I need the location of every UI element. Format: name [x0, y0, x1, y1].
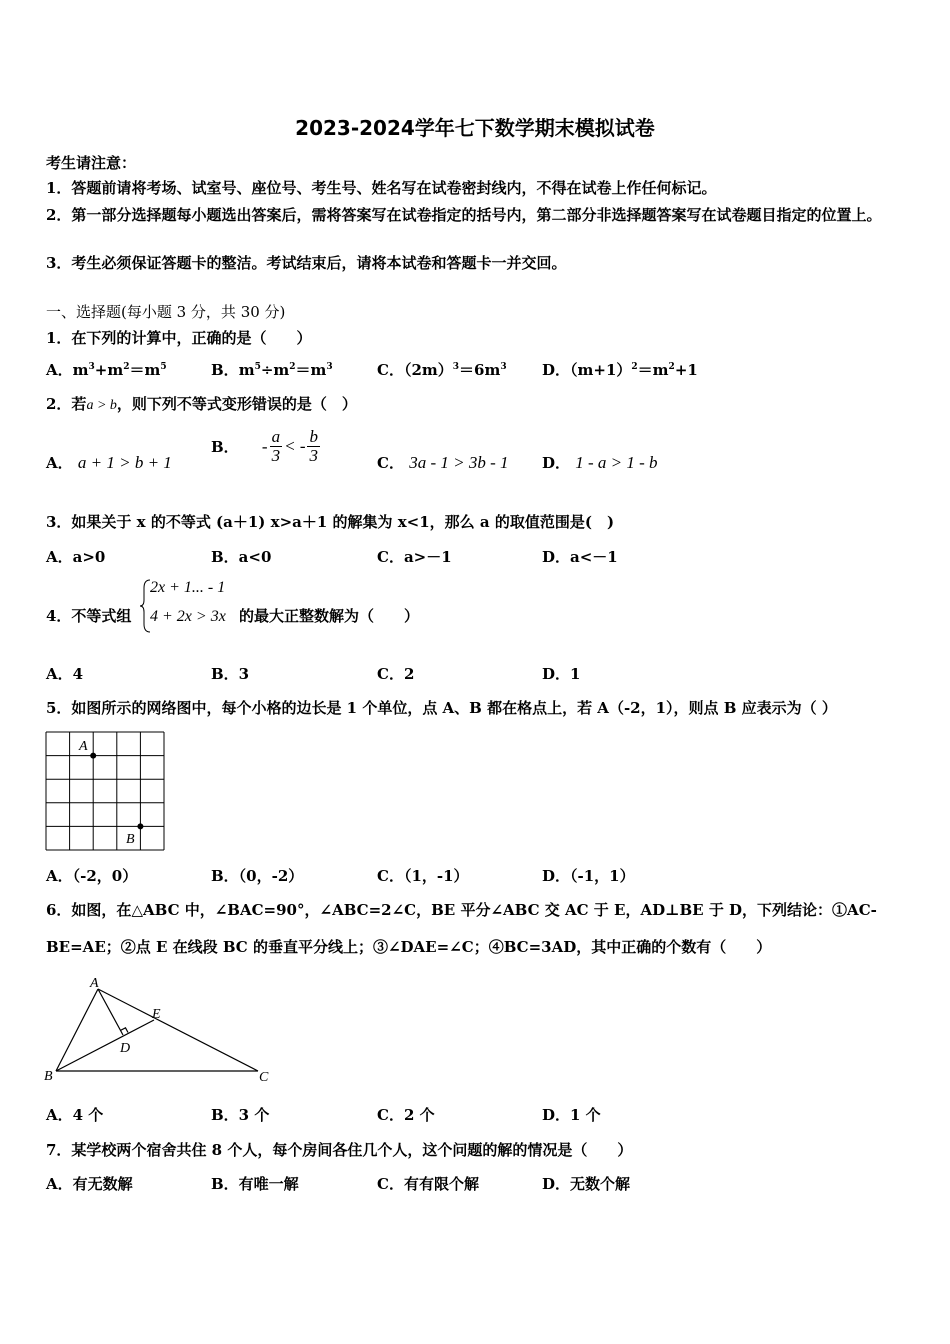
q6-stem-line2: BE=AE；②点 E 在线段 BC 的垂直平分线上；③∠DAE=∠C；④BC=3AD，其中正确的个数有（ ） [46, 938, 772, 956]
q3-option-c[interactable]: C．a>－1 [377, 548, 452, 566]
q7-option-a[interactable]: A．有无数解 [46, 1175, 133, 1193]
q4-option-a[interactable]: A．4 [46, 665, 84, 683]
point-d-label: D [120, 1041, 131, 1056]
q4-option-d[interactable]: D．1 [542, 665, 581, 683]
vertex-a-label: A [90, 976, 99, 991]
notice-item-1: 1．答题前请将考场、试室号、座位号、考生号、姓名写在试卷密封线内，不得在试卷上作任何标记。 [46, 179, 717, 197]
q1-option-a[interactable]: A．$m^3+m^2=m^5$ [46, 361, 167, 379]
q3-option-b[interactable]: B．a<0 [211, 548, 272, 566]
fraction-b-over-3: $\frac{b}{3}$ [309, 427, 318, 465]
point-b-label: B [126, 832, 135, 847]
q2-option-c[interactable]: C． 3a - 1 > 3b - 1 [377, 453, 509, 472]
q4-option-b[interactable]: B．3 [211, 665, 250, 683]
q3-stem: 3．如果关于 x 的不等式 (a＋1) x>a＋1 的解集为 x<1，那么 a 的取值范围是( ) [46, 513, 615, 531]
q6-option-b[interactable]: B．3 个 [211, 1106, 270, 1124]
q4-stem-pre: 4．不等式组 [46, 607, 132, 625]
q1-option-d[interactable]: D．$(m+1)^2=m^2+1$ [542, 361, 698, 379]
q6-option-d[interactable]: D．1 个 [542, 1106, 601, 1124]
page-title: 2023-2024学年七下数学期末模拟试卷 [295, 116, 655, 140]
notice-heading: 考生请注意： [46, 154, 137, 172]
q2-option-a[interactable]: A． a + 1 > b + 1 [46, 453, 172, 472]
q6-option-c[interactable]: C．2 个 [377, 1106, 435, 1124]
q3-option-a[interactable]: A．a>0 [46, 548, 106, 566]
section-heading: 一、选择题(每小题 3 分，共 30 分) [46, 303, 286, 321]
q6-option-a[interactable]: A．4 个 [46, 1106, 104, 1124]
q4-inequality-2: 4 + 2x > 3x [150, 608, 226, 625]
q4-option-c[interactable]: C．2 [377, 665, 415, 683]
vertex-c-label: C [259, 1070, 269, 1085]
q7-option-c[interactable]: C．有有限个解 [377, 1175, 479, 1193]
q5-stem: 5．如图所示的网络图中，每个小格的边长是 1 个单位，点 A、B 都在格点上，若 A（-2，1），则点 B 应表示为（ ） [46, 699, 837, 717]
notice-item-3: 3．考生必须保证答题卡的整洁。考试结束后，请将本试卷和答题卡一并交回。 [46, 254, 567, 272]
point-e-label: E [152, 1007, 161, 1022]
q1-option-c[interactable]: C．$(2m)^3=6m^3$ [377, 361, 507, 379]
q1-option-b[interactable]: B．$m^5\div m^2=m^3$ [211, 361, 333, 379]
q2-option-d[interactable]: D． 1 - a > 1 - b [542, 453, 658, 472]
point-a-label: A [79, 739, 88, 754]
q5-option-c[interactable]: C．（1，-1） [377, 867, 469, 885]
q5-option-b[interactable]: B．（0，-2） [211, 867, 304, 885]
q6-stem-line1: 6．如图，在△ABC 中，∠BAC=90°，∠ABC=2∠C，BE 平分∠ABC 交 AC 于 E，AD⊥BE 于 D，下列结论：①AC- [46, 901, 877, 919]
q6-triangle-figure [40, 972, 280, 1090]
q7-option-b[interactable]: B．有唯一解 [211, 1175, 299, 1193]
q7-stem: 7．某学校两个宿舍共住 8 个人，每个房间各住几个人，这个问题的解的情况是（ ） [46, 1141, 633, 1159]
q2-stem: 2．若a > b，则下列不等式变形错误的是（ ） [46, 395, 357, 413]
vertex-b-label: B [44, 1069, 53, 1084]
point-a [90, 753, 96, 759]
point-b [137, 823, 143, 829]
q2-option-b[interactable]: B． - $\frac{a}{3}$ < - $\frac{b}{3}$ [211, 427, 318, 465]
q5-grid-figure [45, 731, 167, 853]
notice-item-2: 2．第一部分选择题每小题选出答案后，需将答案写在试卷指定的括号内，第二部分非选择题答案写在试卷题目指定的位置上。 [46, 206, 882, 224]
q4-stem-post: 的最大正整数解为（ ） [239, 607, 420, 625]
q4-inequality-1: 2x + 1... - 1 [150, 579, 226, 596]
q3-option-d[interactable]: D．a<－1 [542, 548, 618, 566]
q5-option-d[interactable]: D．（-1，1） [542, 867, 635, 885]
q7-option-d[interactable]: D．无数个解 [542, 1175, 631, 1193]
q2-condition: a > b [86, 398, 117, 413]
q5-option-a[interactable]: A．（-2，0） [46, 867, 138, 885]
fraction-a-over-3: $\frac{a}{3}$ [271, 427, 281, 465]
q1-stem: 1．在下列的计算中，正确的是（ ） [46, 329, 312, 347]
